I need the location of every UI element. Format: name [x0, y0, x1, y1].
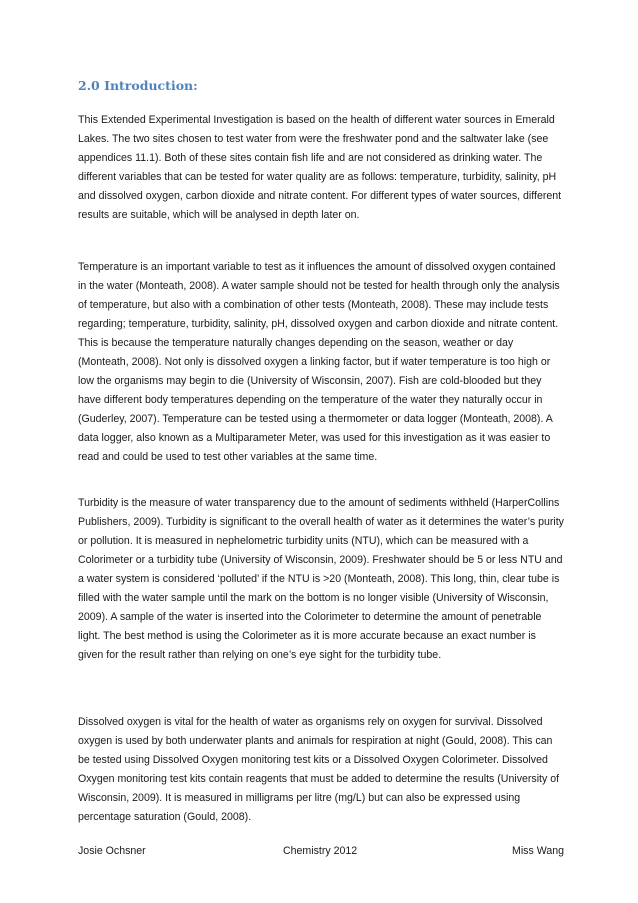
paragraph-turbidity: Turbidity is the measure of water transparency due to the amount of sediments withheld (HarperCollins Publishers, 2009). Turbidity is significant to the overall health of water as it determines the water’s purity or pollution. It is measured in nephelometric turbidity units (NTU), which can be measured with a Colorimeter or a turbidity tube (University of Wisconsin, 2009). Freshwater should be 5 or less NTU and a water system is considered ‘polluted’ if the NTU is >20 (Monteath, 2008). This long, thin, clear tube is filled with the water sample until the mark on the bottom is no longer visible (University of Wisconsin, 2009). A sample of the water is inserted into the Colorimeter to determine the amount of penetrable light. The best method is using the Colorimeter as it is more accurate because an exact number is given for the result rather than relying on one’s eye sight for the turbidity tube. [78, 497, 564, 662]
section-heading: 2.0 Introduction: [78, 78, 198, 93]
footer-teacher: Miss Wang [512, 845, 564, 857]
footer-subject: Chemistry 2012 [283, 845, 358, 857]
paragraph-introduction: This Extended Experimental Investigation is based on the health of different water sources in Emerald Lakes. The two sites chosen to test water from were the freshwater pond and the saltwater lake (see appendices 11.1). Both of these sites contain fish life and are not considered as drinking water. The different variables that can be tested for water quality are as follows: temperature, turbidity, salinity, pH and dissolved oxygen, carbon dioxide and nitrate content. For different types of water sources, different results are suitable, which will be analysed in depth later on. [78, 114, 562, 222]
paragraph-dissolved-oxygen: Dissolved oxygen is vital for the health of water as organisms rely on oxygen for survival. Dissolved oxygen is used by both underwater plants and animals for respiration at night (Gould, 2008). This can be tested using Dissolved Oxygen monitoring test kits or a Dissolved Oxygen Colorimeter. Dissolved Oxygen monitoring test kits contain reagents that must be added to determine the results (University of Wisconsin, 2009). It is measured in milligrams per litre (mg/L) but can also be expressed using percentage saturation (Gould, 2008). [78, 716, 560, 824]
paragraph-temperature: Temperature is an important variable to test as it influences the amount of dissolved oxygen contained in the water (Monteath, 2008). A water sample should not be tested for health through only the analysis of temperature, but also with a combination of other tests (Monteath, 2008). These may include tests regarding; temperature, turbidity, salinity, pH, dissolved oxygen and carbon dioxide and nitrate content. This is because the temperature naturally changes depending on the season, weather or day (Monteath, 2008). Not only is dissolved oxygen a linking factor, but if water temperature is too high or low the organisms may begin to die (University of Wisconsin, 2007). Fish are cold-blooded but they have different body temperatures depending on the temperature of the water they naturally occur in (Guderley, 2007). Temperature can be tested using a thermometer or data logger (Monteath, 2008). A data logger, also known as a Multiparameter Meter, was used for this investigation as it was easier to read and could be used to test other variables at the same time. [78, 261, 560, 464]
page-footer [78, 845, 564, 861]
footer-author: Josie Ochsner [78, 845, 146, 857]
